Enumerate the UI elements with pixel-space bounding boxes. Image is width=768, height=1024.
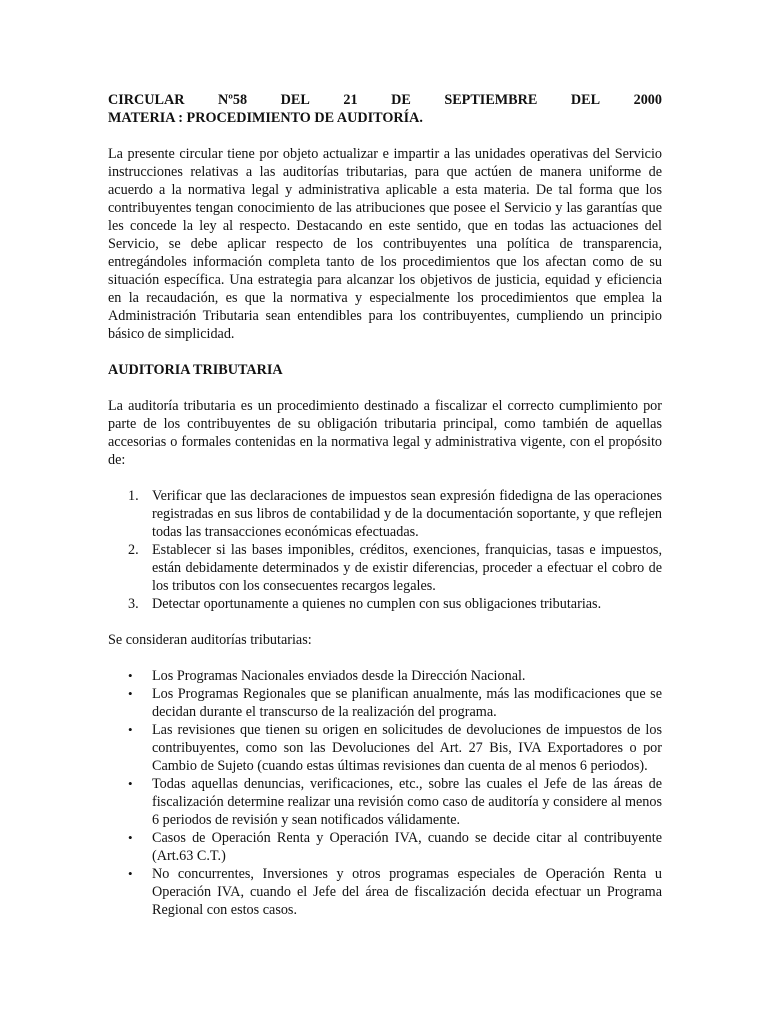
title-word: SEPTIEMBRE bbox=[444, 92, 538, 108]
materia-line: MATERIA : PROCEDIMIENTO DE AUDITORÍA. bbox=[108, 110, 423, 126]
list-item-text: Establecer si las bases imponibles, créditos, exenciones, franquicias, tasas e impuestos, están debidamente determinados y de existir diferencias, proceder a efectuar el cobro de los tributos con los consecuentes recargos legales. bbox=[152, 542, 662, 594]
list-number: 3. bbox=[128, 596, 139, 612]
list-item-text: Los Programas Regionales que se planifican anualmente, más las modificaciones que se decidan durante el transcurso de la realización del programa. bbox=[152, 686, 662, 720]
list-item bbox=[108, 541, 662, 595]
list-item bbox=[108, 595, 662, 613]
title-word: DEL bbox=[280, 92, 310, 108]
list-item bbox=[108, 721, 662, 775]
bullet-icon: • bbox=[128, 866, 133, 881]
list-item bbox=[108, 685, 662, 721]
bullet-icon: • bbox=[128, 686, 133, 701]
list-number: 2. bbox=[128, 542, 139, 558]
title-word: DEL bbox=[570, 92, 601, 108]
list-item-text: Casos de Operación Renta y Operación IVA, cuando se decide citar al contribuyente (Art.63 C.T.) bbox=[152, 830, 662, 864]
title-word: CIRCULAR bbox=[108, 92, 185, 108]
circular-title bbox=[108, 91, 662, 109]
title-word: Nº58 bbox=[218, 92, 248, 108]
bullet-icon: • bbox=[128, 668, 133, 683]
list-item-text: Verificar que las declaraciones de impuestos sean expresión fidedigna de las operaciones registradas en sus libros de contabilidad y de la documentación soportante, y que reflejen todas las transacciones económicas efectuadas. bbox=[152, 488, 662, 540]
bullet-icon: • bbox=[128, 722, 133, 737]
list-item-text: Los Programas Nacionales enviados desde la Dirección Nacional. bbox=[152, 668, 526, 684]
title-word: 2000 bbox=[633, 92, 662, 108]
section-heading: AUDITORIA TRIBUTARIA bbox=[108, 362, 283, 378]
list-item-text: Las revisiones que tienen su origen en solicitudes de devoluciones de impuestos de los contribuyentes, como son las Devoluciones del Art. 27 Bis, IVA Exportadores o por Cambio de Sujeto (cuando estas últimas revisiones dan cuenta de al menos 6 periodos). bbox=[152, 722, 662, 774]
purposes-list bbox=[108, 487, 662, 613]
list-item-text: Detectar oportunamente a quienes no cumplen con sus obligaciones tributarias. bbox=[152, 596, 602, 612]
list-item bbox=[108, 775, 662, 829]
list-item-text: Todas aquellas denuncias, verificaciones, etc., sobre las cuales el Jefe de las áreas de fiscalización determine realizar una revisión como caso de auditoría y considere al menos 6 periodos de revisión y sean notificados válidamente. bbox=[152, 776, 662, 828]
list-item bbox=[108, 667, 662, 685]
bullet-icon: • bbox=[128, 776, 133, 791]
list-item bbox=[108, 829, 662, 865]
title-word: 21 bbox=[343, 92, 358, 108]
document-body bbox=[108, 91, 662, 919]
list-item-text: No concurrentes, Inversiones y otros programas especiales de Operación Renta u Operación IVA, cuando el Jefe del área de fiscalización decida efectuar un Programa Regional con estos casos. bbox=[152, 866, 662, 918]
definition-paragraph: La auditoría tributaria es un procedimiento destinado a fiscalizar el correcto cumplimiento por parte de los contribuyentes de su obligación tributaria principal, como también de aquellas accesorias o formales contenidas en la normativa legal y administrativa vigente, con el propósito de: bbox=[108, 398, 662, 468]
list-item bbox=[108, 487, 662, 541]
title-word: DE bbox=[391, 92, 411, 108]
list-number: 1. bbox=[128, 488, 139, 504]
considered-intro: Se consideran auditorías tributarias: bbox=[108, 632, 312, 648]
considered-list bbox=[108, 667, 662, 919]
intro-paragraph: La presente circular tiene por objeto actualizar e impartir a las unidades operativas del Servicio instrucciones relativas a las auditorías tributarias, para que actúen de manera uniforme de acuerdo a la normativa legal y administrativa aplicable a esta materia. De tal forma que los contribuyentes tengan conocimiento de las atribuciones que posee el Servicio y las garantías que les concede la ley al respecto. Destacando en este sentido, que en todas las actuaciones del Servicio, se debe aplicar respecto de los contribuyentes una política de transparencia, entregándoles información completa tanto de los procedimientos que los afectan como de su situación específica. Una estrategia para alcanzar los objetivos de justicia, equidad y eficiencia en la recaudación, es que la normativa y especialmente los procedimientos que emplea la Administración Tributaria sean entendibles para los contribuyentes, cumpliendo un principio básico de simplicidad. bbox=[108, 146, 662, 342]
bullet-icon: • bbox=[128, 830, 133, 845]
list-item bbox=[108, 865, 662, 919]
